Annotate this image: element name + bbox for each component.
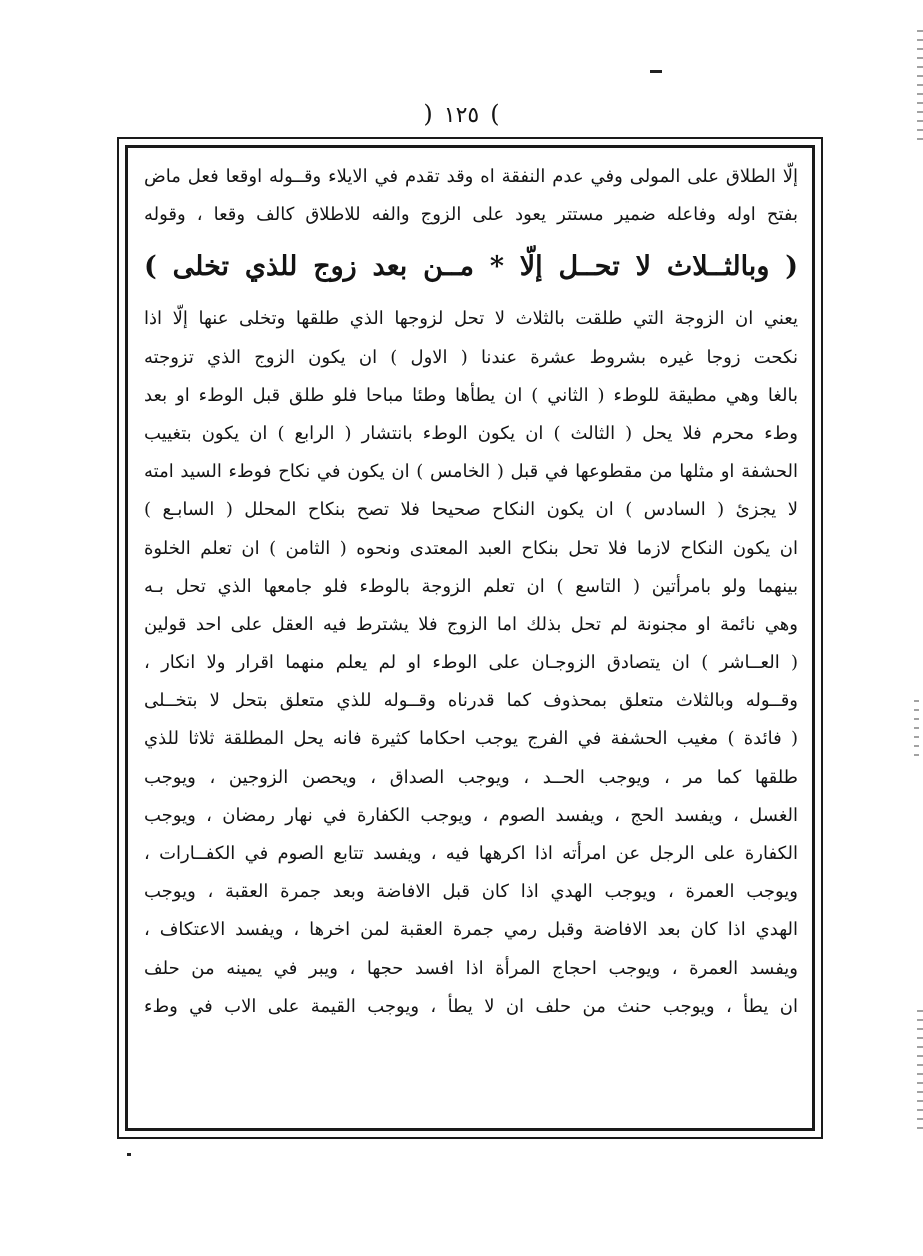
text-body [144, 158, 798, 1026]
text-line-20: الهدي اذا كان بعد الافاضة وقبل رمي جمرة العقبة لمن اخرها ، ويفسد الاعتكاف ، [144, 919, 798, 941]
text-line-13: ( العــاشر ) ان يتصادق الزوجـان على الوطء او لم يعلم منهما اقرار ولا انكار ، [144, 652, 798, 674]
text-line-16: طلقها كما مر ، ويوجب الحــد ، ويوجب الصداق ، ويحصن الزوجين ، ويوجب [144, 766, 798, 788]
text-line-17: الغسل ، ويفسد الحج ، ويفسد الصوم ، ويوجب الكفارة في نهار رمضان ، ويوجب [144, 804, 798, 826]
text-line-5: نكحت زوجا غيره بشروط عشرة عندنا ( الاول ) ان يكون الزوج الذي تزوجته [144, 346, 798, 368]
page-number-value: ١٢٥ [443, 103, 480, 128]
page-number-ornament-left: ( [423, 100, 433, 128]
scan-dot [127, 1153, 131, 1156]
text-line-19: ويوجب العمرة ، ويوجب الهدي اذا كان قبل الافاضة وبعد جمرة العقبة ، ويوجب [144, 881, 798, 903]
page-border-inner [125, 145, 815, 1131]
text-line-6: بالغا وهي مطيقة للوطء ( الثاني ) ان يطأها وطئا مباحا فلو طلق قبل الوطء او بعد [144, 384, 798, 406]
text-line-11: بينهما ولو بامرأتين ( التاسع ) ان تعلم الزوجة بالوطء فلو جامعها الذي تحل بـه [144, 575, 798, 597]
text-line-2: بفتح اوله وفاعله ضمير مستتر يعود على الزوج والفه للاطلاق كالف وقعا ، وقوله [144, 204, 798, 226]
text-line-15: ( فائدة ) مغيب الحشفة في الفرج يوجب احكاما كثيرة فانه يحل المطلقة ثلاثا للذي [144, 728, 798, 750]
text-line-9: لا يجزئ ( السادس ) ان يكون النكاح صحيحا فلا تصح بنكاح المحلل ( السابـع ) [144, 499, 798, 521]
text-line-8: الحشفة او مثلها من مقطوعها في قبل ( الخامس ) ان يكون في نكاح فوطء السيد امته [144, 461, 798, 483]
text-line-22: ان يطأ ، ويوجب حنث من حلف ان لا يطأ ، ويوجب القيمة على الاب في وطء [144, 995, 798, 1017]
text-line-14: وقــوله وبالثلاث متعلق بمحذوف كما قدرناه وقــوله للذي متعلق بتحل لا بتخــلى [144, 690, 798, 712]
page-number-ornament-right: ) [490, 100, 500, 128]
text-line-21: ويفسد العمرة ، ويوجب احجاج المرأة اذا افسد حجها ، ويبر في يمينه من حلف [144, 957, 798, 979]
text-line-18: الكفارة على الرجل عن امرأته اذا اكرهها فيه ، ويفسد تتابع الصوم في الكفــارات ، [144, 843, 798, 864]
scan-edge-artifact-middle [914, 700, 919, 760]
scan-mark [650, 70, 662, 73]
text-line-1: إلّا الطلاق على المولى وفي عدم النفقة اه وقد تقدم في الايلاء وقــوله اوقعا فعل ماض [144, 166, 798, 187]
text-line-4: يعني ان الزوجة التي طلقت بالثلاث لا تحل لزوجها الذي طلقها وتخلى عنها إلّا اذا [144, 308, 798, 330]
text-line-10: ان يكون النكاح لازما فلا تحل بنكاح العبد المعتدى ونحوه ( الثامن ) ان تعلم الخلوة [144, 537, 798, 559]
page-border-outer [117, 137, 823, 1139]
text-line-7: وطء محرم فلا يحل ( الثالث ) ان يكون الوطء بانتشار ( الرابع ) ان يكون بتغييب [144, 422, 798, 444]
page-number [0, 94, 923, 136]
scan-edge-artifact-bottom [917, 1010, 923, 1130]
text-line-12: وهي نائمة او مجنونة لم تحل بذلك اما الزوج فلا يشترط فيه العقل على احد قولين [144, 613, 798, 635]
scan-edge-artifact-top [917, 30, 923, 140]
verse-line: ( وبالثــلاث لا تحــل إلّا * مــن بعد زوج للذي تخلى ) [144, 251, 798, 283]
